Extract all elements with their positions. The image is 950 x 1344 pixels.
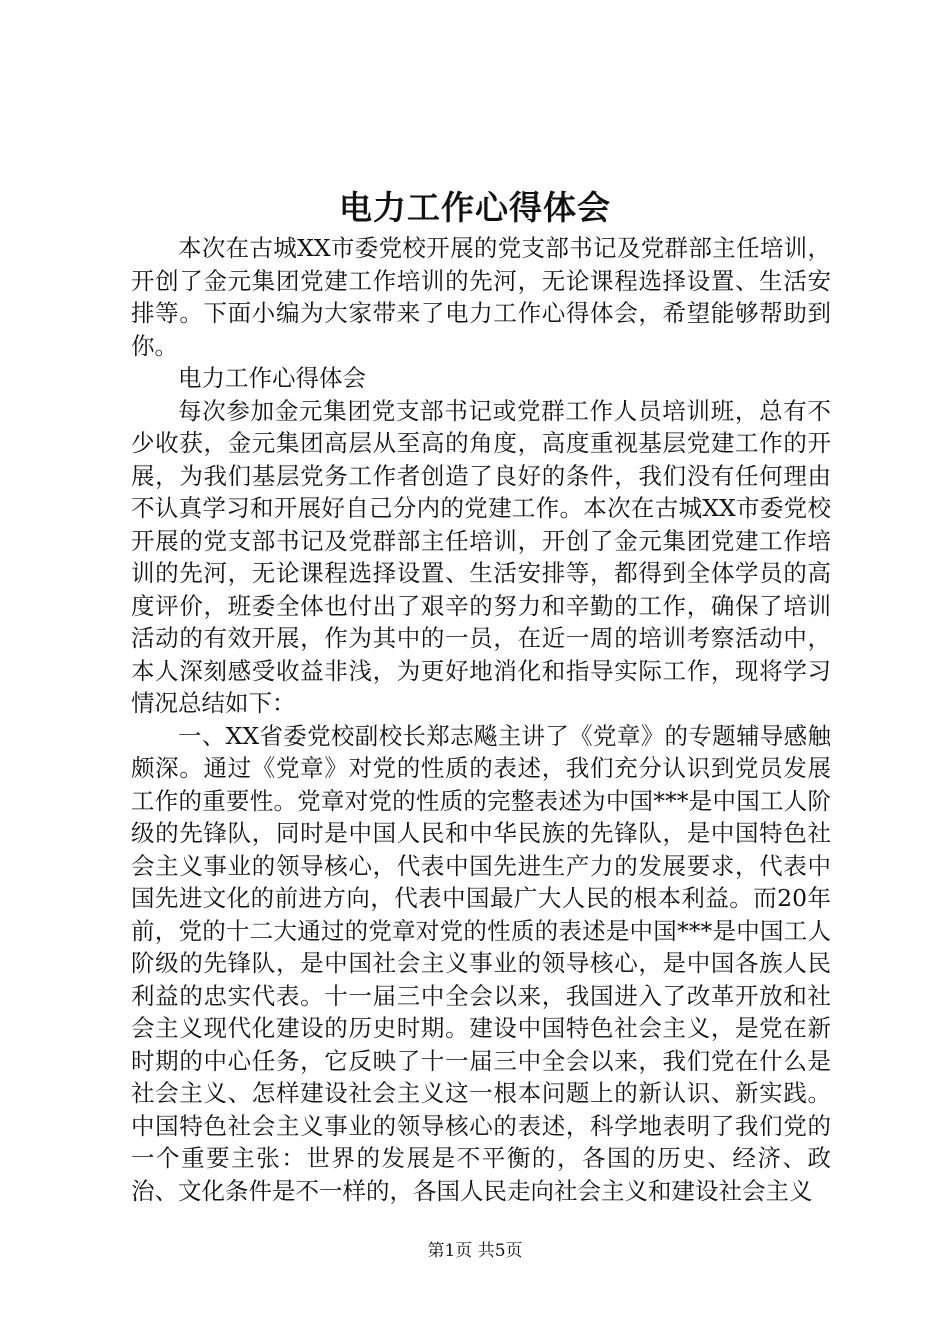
document-body (131, 232, 831, 1207)
intro-paragraph: 本次在古城XX市委党校开展的党支部书记及党群部主任培训，开创了金元集团党建工作培训的先河，无论课程选择设置、生活安排等。下面小编为大家带来了电力工作心得体会，希望能够帮助到你。 (131, 234, 831, 360)
body-paragraph: 一、XX省委党校副校长郑志飚主讲了《党章》的专题辅导感触颇深。通过《党章》对党的性质的表述，我们充分认识到党员发展工作的重要性。党章对党的性质的完整表述为中国***是中国工人阶级的先锋队，同时是中国人民和中华民族的先锋队，是中国特色社会主义事业的领导核心，代表中国先进生产力的发展要求，代表中国先进文化的前进方向，代表中国最广大人民的根本利益。而20年前，党的十二大通过的党章对党的性质的表述是中国***是中国工人阶级的先锋队，是中国社会主义事业的领导核心，是中国各族人民利益的忠实代表。十一届三中全会以来，我国进入了改革开放和社会主义现代化建设的历史时期。建设中国特色社会主义，是党在新时期的中心任务，它反映了十一届三中全会以来，我们党在什么是社会主义、怎样建设社会主义这一根本问题上的新认识、新实践。中国特色社会主义事业的领导核心的表述，科学地表明了我们党的一个重要主张：世界的发展是不平衡的，各国的历史、经济、政治、文化条件是不一样的，各国人民走向社会主义和建设社会主义 (131, 721, 831, 1205)
body-paragraph: 每次参加金元集团党支部书记或党群工作人员培训班，总有不少收获，金元集团高层从至高的角度，高度重视基层党建工作的开展，为我们基层党务工作者创造了良好的条件，我们没有任何理由不认真学习和开展好自己分内的党建工作。本次在古城XX市委党校开展的党支部书记及党群部主任培训，开创了金元集团党建工作培训的先河，无论课程选择设置、生活安排等，都得到全体学员的高度评价，班委全体也付出了艰辛的努力和辛勤的工作，确保了培训活动的有效开展，作为其中的一员，在近一周的培训考察活动中，本人深刻感受收益非浅，为更好地消化和指导实际工作，现将学习情况总结如下： (131, 396, 831, 717)
page-number: 第1页 共5页 (427, 1241, 523, 1261)
document-title: 电力工作心得体会 (339, 188, 611, 227)
subtitle-paragraph: 电力工作心得体会 (178, 364, 366, 392)
